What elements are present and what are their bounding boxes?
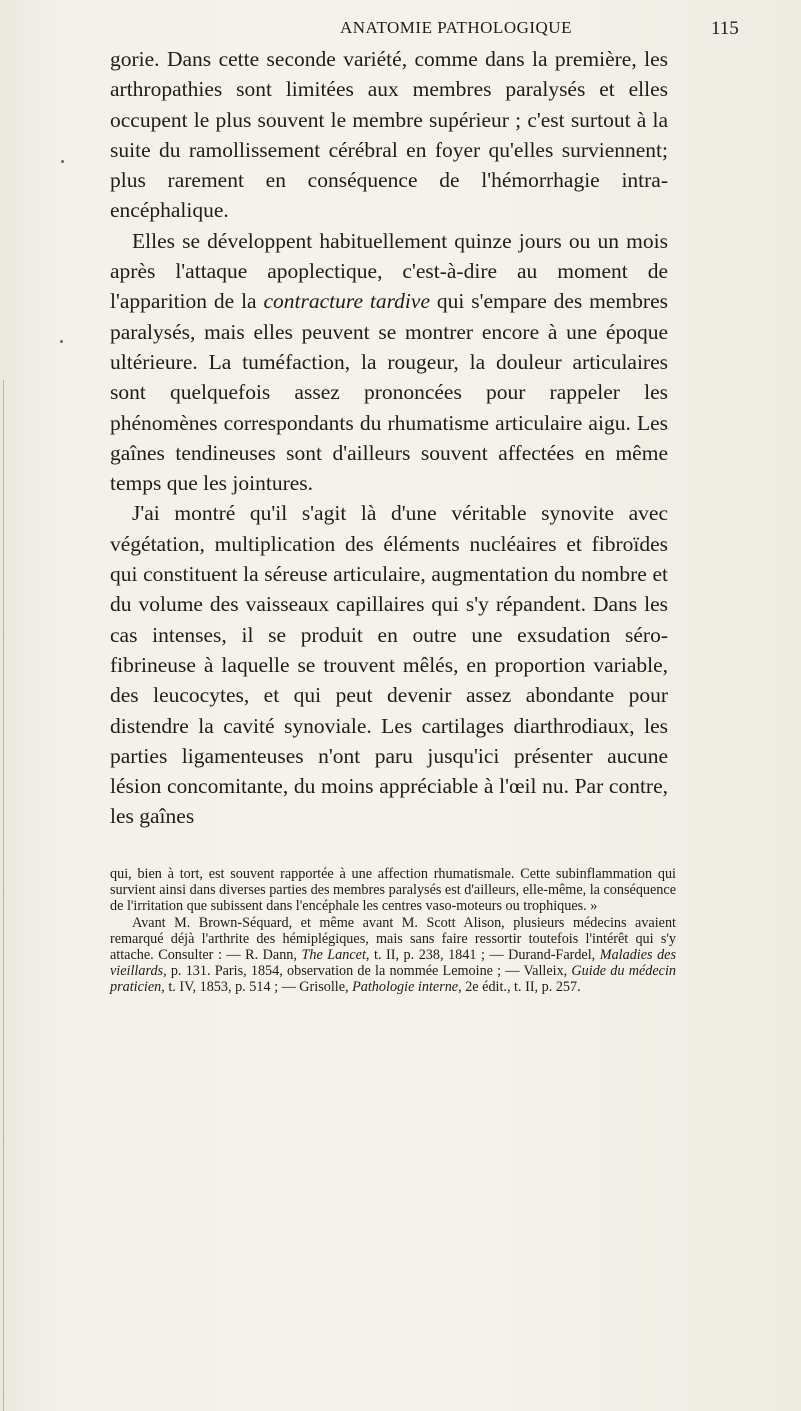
paragraph [110, 226, 668, 499]
footnote: qui, bien à tort, est souvent rapportée à une affection rhumatismale. Cette subinflammation qui survient ainsi dans diverses parties des membres paralysés est d'ailleurs, elle-même, la conséquence de l'irritation que subissent dans l'encéphale les centres vaso-moteurs ou trophiques. » [110, 866, 676, 915]
running-title: ANATOMIE PATHOLOGIQUE [340, 18, 572, 37]
paragraph: gorie. Dans cette seconde variété, comme dans la première, les arthropathies sont limitées aux membres paralysés et elles occupent le plus souvent le membre supérieur ; c'est surtout à la suite du ramollissement cérébral en foyer qu'elles surviennent; plus rarement en conséquence de l'hémorrhagie intra-encéphalique. [110, 47, 668, 223]
page-header [0, 12, 801, 42]
citation-title: Guide du médecin praticien [110, 963, 676, 996]
citation-title: Maladies des vieillards [110, 947, 676, 980]
paragraph: J'ai montré qu'il s'agit là d'une véritable synovite avec végétation, multiplication des éléments nucléaires et fibroïdes qui constituent la séreuse articulaire, augmentation du nombre et du volume des vaisseaux capillaires qui s'y répandent. Dans les cas intenses, il se produit en outre une exsudation séro-fibrineuse à laquelle se trouvent mêlés, en proportion variable, des leucocytes, et qui peut devenir assez abondante pour distendre la cavité synoviale. Les cartilages diarthrodiaux, les parties ligamenteuses n'ont paru jusqu'ici présenter aucune lésion concomitante, du moins appréciable à l'œil nu. Par contre, les gaînes [110, 501, 668, 829]
text-run: Avant M. Brown-Séquard, et même avant M. Scott Alison, plusieurs médecins avaient remarqué déjà l'arthrite des hémiplégiques, mais sans faire ressortir toutefois l'intérêt qui s'y attache. Consulter : — R. Dann, [110, 914, 676, 964]
text-run: Elles se développent habituellement quinze jours ou un mois après l'attaque apoplectique, c'est-à-dire au moment de l'apparition de la [110, 228, 668, 314]
citation-title: The Lancet [301, 947, 366, 964]
citation-title: Pathologie interne [352, 979, 459, 996]
text-run: , t. IV, 1853, p. 514 ; — Grisolle, [161, 979, 353, 996]
margin-dot [60, 340, 63, 343]
main-text [110, 44, 668, 832]
margin-dot [61, 160, 64, 163]
text-run: , t. II, p. 238, 1841 ; — Durand-Fardel, [365, 947, 600, 964]
text-run: , p. 131. Paris, 1854, observation de la nommée Lemoine ; — Valleix, [163, 963, 572, 980]
footnote [110, 915, 676, 996]
page-number: 115 [711, 18, 739, 39]
footnotes [110, 866, 676, 996]
page-edge [3, 380, 4, 1411]
italic-term: contracture tardive [263, 289, 430, 314]
text-run: , 2e édit., t. II, p. 257. [458, 979, 581, 996]
text-run: qui s'empare des membres paralysés, mais elles peuvent se montrer encore à une époque ultérieure. La tuméfaction, la rougeur, la douleur articulaires sont quelquefois assez prononcées pour rappeler les phénomènes correspondants du rhumatisme articulaire aigu. Les gaînes tendineuses sont d'ailleurs souvent affectées en même temps que les jointures. [110, 289, 668, 496]
